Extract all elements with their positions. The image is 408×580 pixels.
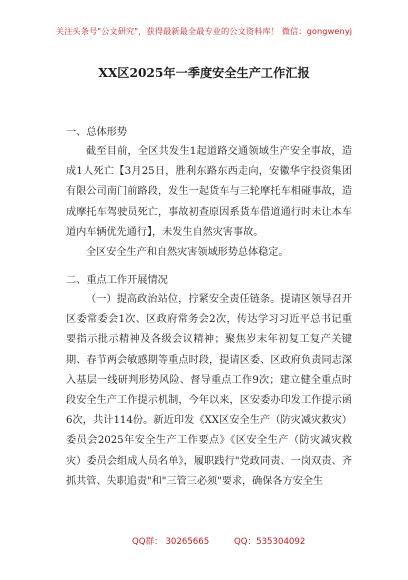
paragraph-accident-summary: 截至目前，全区共发生1起道路交通领域生产安全事故，造成1人死亡【3月25日，胜利东路东西走向，安徽华宇投资集团有限公司南门前路段，发生一起货车与三轮摩托车相碰事故，造成摩托车驾驶员死亡，事故初查原因系货车借道通行时未让本车道内车辆优先通行】，未发生自然灾害事故。 — [66, 146, 352, 238]
section-heading-key-work: 二、重点工作开展情况 — [66, 275, 168, 286]
paragraph-overall-stable: 全区安全生产和自然灾害领域形势总体稳定。 — [86, 247, 289, 258]
footer-qq-number: QQ：535304092 — [234, 537, 306, 547]
header-banner: 关注头条号"公文研究"，获得最新最全最专业的公文资料库！ 微信：gongwenyj — [55, 26, 353, 36]
footer-qq-group: QQ群： 30265665 — [132, 537, 210, 547]
document-title: XX区2025年一季度安全生产工作汇报 — [98, 66, 310, 80]
section-heading-overall-situation: 一、总体形势 — [66, 127, 128, 138]
paragraph-political-position: （一）提高政治站位，拧紧安全责任链条。提请区领导召开区委常委会1次、区政府常务会2次，传达学习习近平总书记重要指示批示精神及各级会议精神；聚焦岁末年初复工复产关键期、春节两会敏感期等重点时段，提请区委、区政府负责同志深入基层一线研判形势风险、督导重点工作9次；建立健全重点时段安全生产工作提示机制，今年以来，区安委办印发工作提示函6次，共计114份。新近印发《XX区安全生产（防灾减灾救灾）委员会2025年安全生产工作要点》《区安全生产（防灾减灾救灾）委员会组成人员名单》，履职践行"党政同责、一岗双责、齐抓共管、失职追责"和"三管三必须"要求，确保各方安全生 — [66, 294, 352, 487]
